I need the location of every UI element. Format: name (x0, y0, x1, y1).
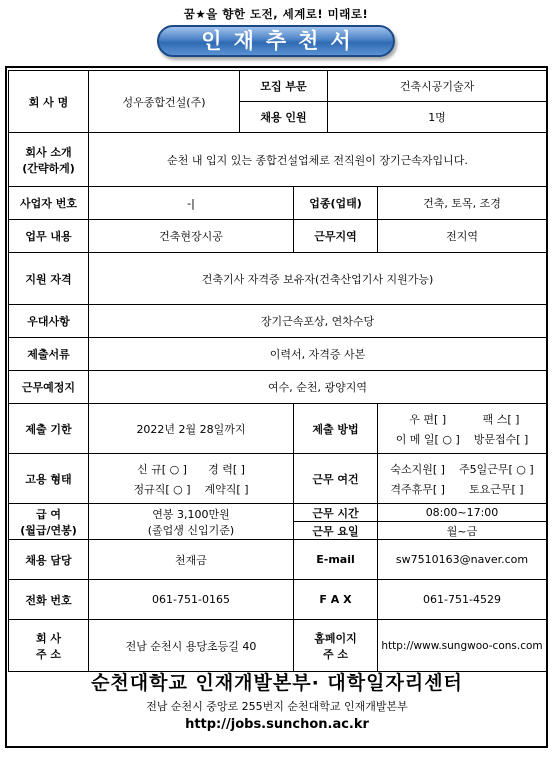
cond-5day-option[interactable]: 주5일근무[ ○ ] (458, 462, 534, 476)
address-label (9, 620, 89, 672)
salary-line1: 연봉 3,100만원 (152, 507, 230, 521)
condition-label: 근무 여건 (294, 454, 378, 504)
industry-value: 건축, 토목, 조경 (378, 187, 547, 220)
qualification-label: 지원 자격 (9, 253, 89, 305)
salary-label-line2: (월급/연봉) (20, 523, 77, 537)
intro-label-line1: 회사 소개 (25, 145, 72, 159)
planned-place-label: 근무예정지 (9, 371, 89, 404)
manager-label: 채용 담당 (9, 540, 89, 580)
work-days-label: 근무 요일 (294, 522, 378, 540)
preference-label: 우대사항 (9, 305, 89, 338)
method-label: 제출 방법 (294, 404, 378, 454)
preference-value: 장기근속포상, 연차수당 (89, 305, 547, 338)
homepage-label-line1: 홈페이지 (314, 631, 357, 645)
homepage-label (294, 620, 378, 672)
deadline-value: 2022년 2월 28일까지 (89, 404, 294, 454)
headcount-value: 1명 (328, 102, 547, 133)
address-label-line2: 주 소 (35, 647, 62, 661)
headcount-label: 채용 인원 (240, 102, 328, 133)
work-time-label: 근무 시간 (294, 504, 378, 522)
homepage-label-line2: 주 소 (322, 647, 349, 661)
biz-no-value: -| (89, 187, 294, 220)
type-regular-option[interactable]: 정규직[ ○ ] (133, 482, 191, 496)
email-value[interactable]: sw7510163@naver.com (378, 540, 547, 580)
fax-label: F A X (294, 580, 378, 620)
address-value: 전남 순천시 용당초등길 40 (89, 620, 294, 672)
documents-label: 제출서류 (9, 338, 89, 371)
salary-line2: (졸업생 신입기준) (147, 523, 235, 537)
intro-value: 순천 내 입지 있는 종합건설업체로 전직원이 장기근속자입니다. (89, 133, 547, 187)
method-options (378, 404, 547, 454)
type-exp-option[interactable]: 경 력[ ] (208, 462, 245, 476)
industry-label: 업종(업태) (294, 187, 378, 220)
intro-label (9, 133, 89, 187)
type-new-option[interactable]: 신 규[ ○ ] (137, 462, 187, 476)
intro-label-line2: (간략하게) (22, 161, 75, 175)
company-name-label: 회 사 명 (9, 71, 89, 133)
duty-value: 건축현장시공 (89, 220, 294, 253)
recruit-dept-value: 건축시공기술자 (328, 71, 547, 102)
employment-type-label: 고용 형태 (9, 454, 89, 504)
slogan: 꿈★을 향한 도전, 세계로! 미래로! (183, 7, 369, 21)
qualification-value: 건축기사 자격증 보유자(건축산업기사 지원가능) (89, 253, 547, 305)
footer (8, 668, 546, 732)
salary-label (9, 504, 89, 540)
phone-label: 전화 번호 (9, 580, 89, 620)
documents-value: 이력서, 자격증 사본 (89, 338, 547, 371)
title-banner: 인재추천서 (157, 25, 395, 57)
address-label-line1: 회 사 (35, 631, 62, 645)
phone-value: 061-751-0165 (89, 580, 294, 620)
cond-sat-option[interactable]: 토요근무[ ] (469, 482, 524, 496)
work-area-value: 전지역 (378, 220, 547, 253)
company-name-value: 성우종합건설(주) (89, 71, 240, 133)
footer-address: 전남 순천시 중앙로 255번지 순천대학교 인재개발본부 (146, 700, 408, 713)
work-days-value: 월~금 (378, 522, 547, 540)
method-visit-option[interactable]: 방문접수[ ] (473, 432, 529, 446)
homepage-value[interactable]: http://www.sungwoo-cons.com (378, 620, 547, 672)
method-email-option[interactable]: 이 메 일[ ○ ] (395, 432, 460, 446)
email-label: E-mail (294, 540, 378, 580)
biz-no-label: 사업자 번호 (9, 187, 89, 220)
duty-label: 업무 내용 (9, 220, 89, 253)
recommendation-form (8, 70, 547, 672)
planned-place-value: 여수, 순천, 광양지역 (89, 371, 547, 404)
recruit-dept-label: 모집 부문 (240, 71, 328, 102)
footer-url[interactable]: http://jobs.sunchon.ac.kr (185, 717, 369, 732)
employment-type-options (89, 454, 294, 504)
method-fax-option[interactable]: 팩 스[ ] (482, 412, 520, 426)
type-contract-option[interactable]: 계약직[ ] (204, 482, 249, 496)
deadline-label: 제출 기한 (9, 404, 89, 454)
manager-value: 천재금 (89, 540, 294, 580)
cond-dorm-option[interactable]: 숙소지원[ ] (390, 462, 445, 476)
method-post-option[interactable]: 우 편[ ] (409, 412, 447, 426)
salary-value (89, 504, 294, 540)
work-time-value: 08:00~17:00 (378, 504, 547, 522)
fax-value: 061-751-4529 (378, 580, 547, 620)
cond-alt-option[interactable]: 격주휴무[ ] (390, 482, 445, 496)
work-area-label: 근무지역 (294, 220, 378, 253)
footer-org: 순천대학교 인재개발본부· 대학일자리센터 (91, 672, 463, 694)
salary-label-line1: 급 여 (35, 507, 62, 521)
condition-options (378, 454, 547, 504)
